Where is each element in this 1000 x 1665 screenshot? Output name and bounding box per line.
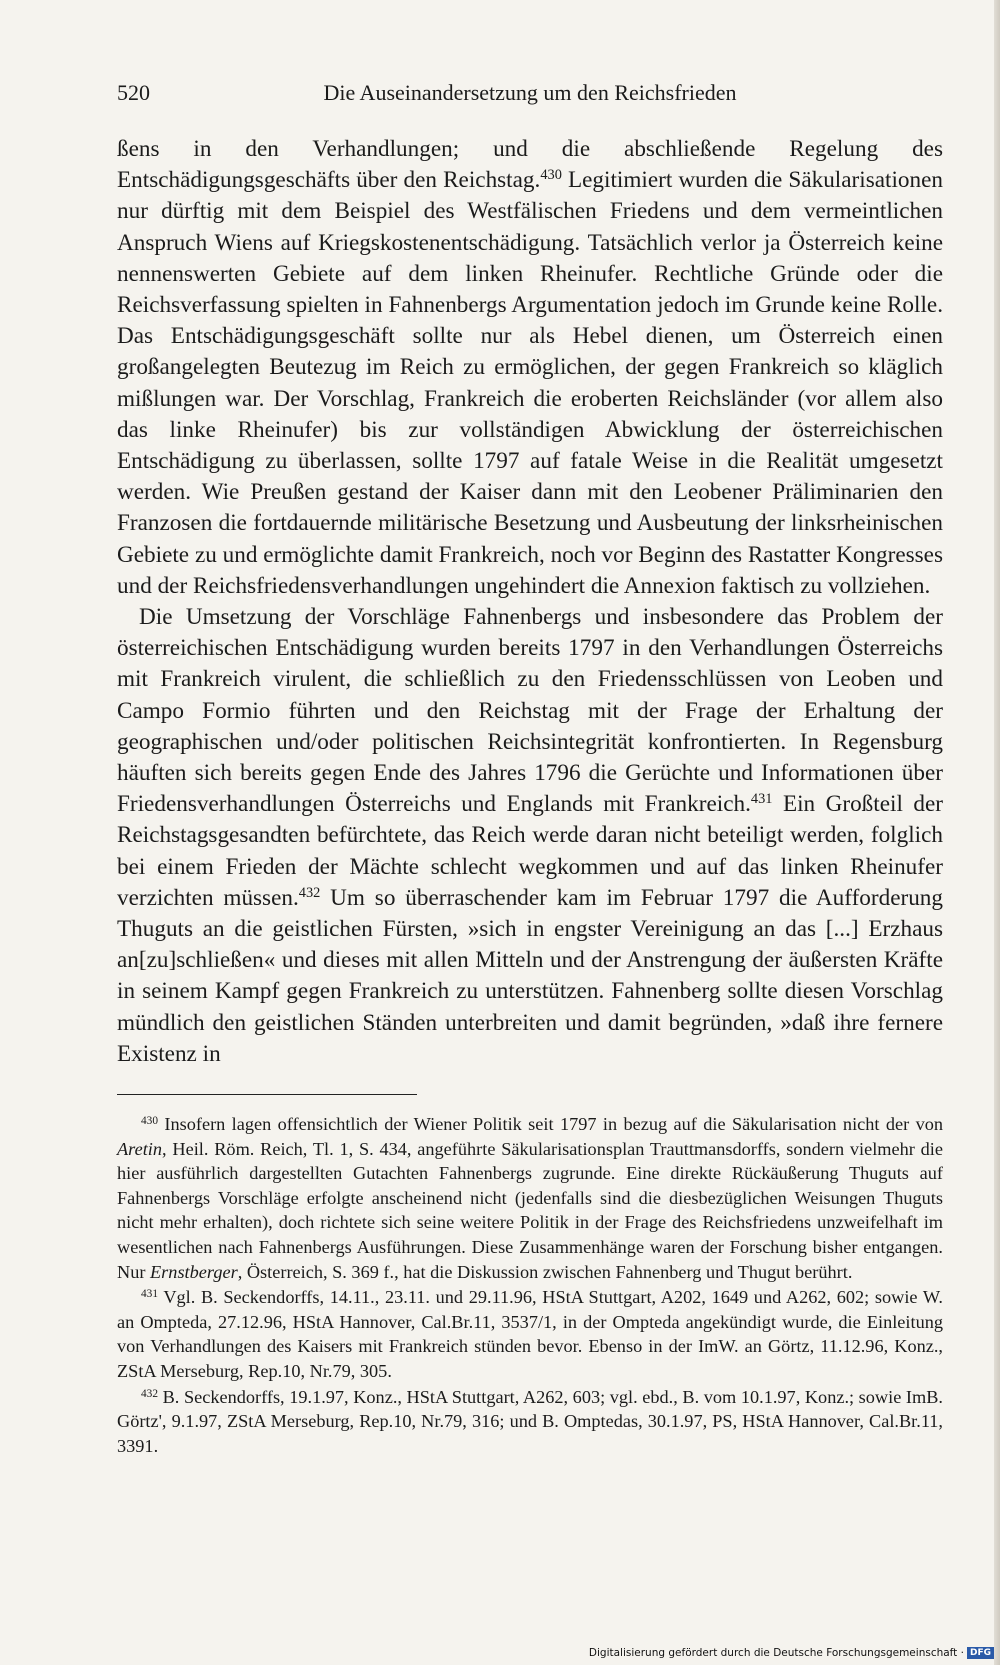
footnote-number: 431 <box>141 1287 158 1300</box>
footnote-ref-431: 431 <box>750 791 773 808</box>
running-title: Die Auseinandersetzung um den Reichsfrieden <box>323 80 737 105</box>
paragraph-text: Ein Großteil der Reichstagsgesandten befürchtete, das Reich werde daran nicht beteiligt werden, folglich bei einem Frieden der Mächte schlecht wegkommen und auf das linken Rheinufer verzichten müssen. <box>117 791 943 911</box>
paragraph-text: Legitimiert wurden die Säkularisationen nur dürftig mit dem Beispiel des Westfälischen Friedens und dem vermeintlichen Anspruch Wiens auf Kriegskostenentschädigung. Tatsächlich verlor ja Österreich keine nennenswerten Gebiete auf dem linken Rheinufer. Rechtliche Gründe oder die Reichsverfassung spielten in Fahnenbergs Argumentation jedoch im Grunde keine Rolle. Das Entschädigungsgeschäft sollte nur als Hebel dienen, um Österreich einen großangelegten Beutezug im Reich zu ermöglichen, der gegen Frankreich so kläglich mißlungen war. Der Vorschlag, Frankreich die eroberten Reichsländer (vor allem also das linke Rheinufer) bis zur vollständigen Abwicklung der österreichischen Entschädigung zu überlassen, sollte 1797 auf fatale Weise in die Realität umgesetzt werden. Wie Preußen gestand der Kaiser dann mit den Leobener Präliminarien den Franzosen die fortdauernde militärische Besetzung und Ausbeutung der linksrheinischen Gebiete zu und ermöglichte damit Frankreich, noch vor Beginn des Rastatter Kongresses und der Reichsfriedensverhandlungen ungehindert die Annexion faktisch zu vollziehen. <box>117 167 943 599</box>
footnote-text: , Heil. Röm. Reich, Tl. 1, S. 434, angeführte Säkularisationsplan Trauttmansdorffs, sondern vielmehr die hier ausführlich dargestellten Gutachten Fahnenbergs zugrunde. Eine direkte Rückäußerung Thuguts auf Fahnenbergs Vorschläge erfolgte anscheinend nicht (jedenfalls sind die diesbezüglichen Weisungen Thuguts nicht mehr erhalten), doch richtete sich seine weitere Politik in der Frage des Reichsfriedens unzweifelhaft im wesentlichen nach Fahnenbergs Ausführungen. Diese Zusammenhänge waren der Forschung bisher entgangen. Nur <box>117 1138 943 1282</box>
main-text <box>117 134 943 1070</box>
footnote-number: 432 <box>141 1387 158 1400</box>
page-number: 520 <box>117 80 150 105</box>
footnote-ref-432: 432 <box>298 884 321 901</box>
running-header <box>117 78 943 108</box>
digitization-credit <box>589 1644 994 1662</box>
footnote-ref-430: 430 <box>540 167 562 184</box>
footnote-number: 430 <box>141 1114 158 1127</box>
credit-text: Digitalisierung gefördert durch die Deutsche Forschungsgemeinschaft · <box>588 1647 964 1659</box>
paragraph-text: ßens in den Verhandlungen; und die abschließende Regelung des Entschädigungsgeschäfts über den Reichstag. <box>117 136 943 194</box>
footnote-432 <box>117 1385 943 1459</box>
paragraph-text: Um so überraschender kam im Februar 1797 die Aufforderung Thuguts an die geistlichen Fürsten, »sich in engster Vereinigung an das [...] Erzhaus an[zu]schließen« und dieses mit allen Mitteln und der Anstrengung der äußersten Kräfte in seinem Kampf gegen Frankreich zu unterstützen. Fahnenberg sollte diesen Vorschlag mündlich den geistlichen Ständen unterbreiten und damit begründen, »daß ihre fernere Existenz in <box>117 884 943 1067</box>
footnote-separator <box>117 1094 417 1095</box>
paragraph-2 <box>117 602 943 1070</box>
footnote-431 <box>117 1285 943 1383</box>
footnotes <box>117 1112 943 1459</box>
dfg-logo-icon: DFG <box>967 1647 994 1659</box>
footnote-text: B. Seckendorffs, 19.1.97, Konz., HStA Stuttgart, A262, 603; vgl. ebd., B. vom 10.1.97, Konz.; sowie ImB. Görtz', 9.1.97, ZStA Merseburg, Rep.10, Nr.79, 316; und B. Omptedas, 30.1.97, PS, HStA Hannover, Cal.Br.11, 3391. <box>117 1386 943 1456</box>
footnote-author: Aretin <box>117 1138 163 1159</box>
footnote-text: , Österreich, S. 369 f., hat die Diskussion zwischen Fahnenberg und Thugut berührt. <box>237 1261 853 1282</box>
paragraph-1 <box>117 134 943 602</box>
scan-edge <box>994 0 1000 1665</box>
paragraph-text: Die Umsetzung der Vorschläge Fahnenbergs und insbesondere das Problem der österreichischen Entschädigung wurden bereits 1797 in den Verhandlungen Österreichs mit Frankreich virulent, die schließlich zu den Friedensschlüssen von Leoben und Campo Formio führten und den Reichstag mit der Frage der Erhaltung der geographischen und/oder politischen Reichsintegrität konfrontierten. In Regensburg häuften sich bereits gegen Ende des Jahres 1796 die Gerüchte und Informationen über Friedensverhandlungen Österreichs und Englands mit Frankreich. <box>117 604 943 818</box>
footnote-430 <box>117 1112 943 1284</box>
footnote-author: Ernstberger <box>150 1261 238 1282</box>
footnote-text: Insofern lagen offensichtlich der Wiener Politik seit 1797 in bezug auf die Säkularisation nicht der von <box>158 1114 943 1134</box>
footnote-text: Vgl. B. Seckendorffs, 14.11., 23.11. und 29.11.96, HStA Stuttgart, A202, 1649 und A262, 602; sowie W. an Ompteda, 27.12.96, HStA Hannover, Cal.Br.11, 3537/1, in der Ompteda angekündigt wurde, die Einleitung von Verhandlungen des Kaisers mit Frankreich stünden bevor. Ebenso in der ImW. an Görtz, 11.12.96, Konz., ZStA Merseburg, Rep.10, Nr.79, 305. <box>117 1287 943 1381</box>
